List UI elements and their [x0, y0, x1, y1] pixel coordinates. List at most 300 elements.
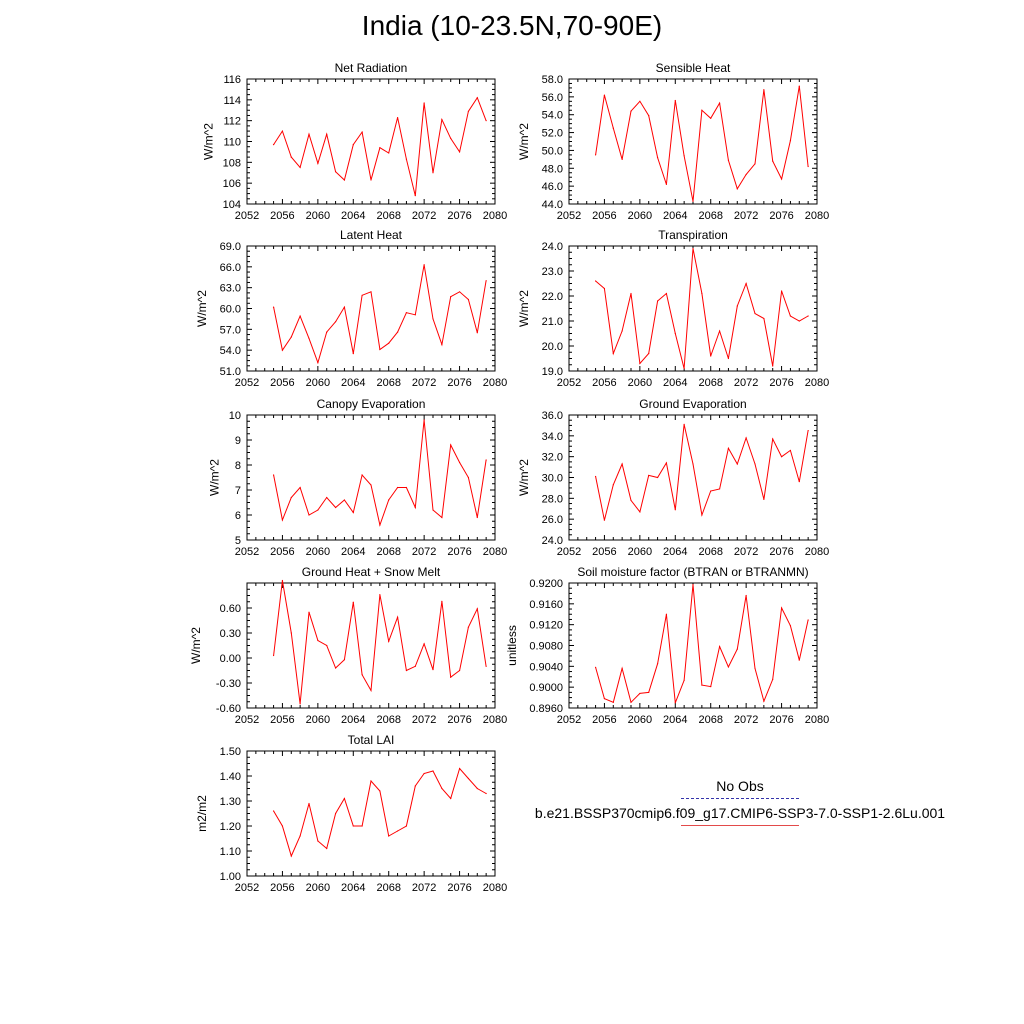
data-point: [684, 424, 685, 425]
data-point: [486, 666, 487, 667]
data-point: [657, 157, 658, 158]
y-tick-label: 24.0: [541, 535, 563, 547]
x-tick-label: 2068: [698, 714, 723, 726]
x-tick-label: 2068: [376, 210, 401, 222]
series-line: [274, 581, 487, 704]
data-point: [397, 117, 398, 118]
x-tick-label: 2064: [663, 377, 688, 389]
data-point: [666, 462, 667, 463]
x-tick-label: 2068: [698, 377, 723, 389]
data-point: [799, 659, 800, 660]
data-point: [799, 86, 800, 87]
y-tick-label: 28.0: [541, 493, 563, 506]
data-point: [379, 594, 380, 595]
series-line: [596, 249, 809, 369]
x-tick-label: 2056: [270, 714, 295, 726]
data-point: [790, 450, 791, 451]
data-point: [648, 353, 649, 354]
data-point: [710, 490, 711, 491]
data-point: [459, 670, 460, 671]
data-point: [308, 514, 309, 515]
data-point: [335, 321, 336, 322]
x-tick-label: 2080: [482, 377, 508, 389]
y-tick-label: 1.10: [219, 846, 241, 858]
x-tick-label: 2060: [305, 714, 331, 726]
x-tick-label: 2080: [482, 882, 508, 894]
x-tick-label: 2072: [411, 714, 437, 726]
y-tick-label: 0.30: [219, 628, 241, 640]
data-point: [379, 790, 380, 791]
y-tick-label: 63.0: [219, 282, 241, 295]
data-point: [604, 94, 605, 95]
x-tick-label: 2064: [341, 882, 366, 894]
y-tick-label: 8: [234, 460, 241, 472]
data-point: [477, 788, 478, 789]
data-point: [450, 677, 451, 678]
y-tick-label: 20.0: [541, 341, 563, 353]
data-point: [326, 134, 327, 135]
data-point: [746, 174, 747, 175]
data-point: [639, 693, 640, 694]
data-point: [388, 641, 389, 642]
data-point: [344, 798, 345, 799]
data-point: [441, 601, 442, 602]
y-tick-label: 32.0: [541, 451, 563, 464]
x-tick-label: 2052: [556, 714, 582, 726]
x-tick-label: 2080: [804, 377, 830, 389]
data-point: [326, 497, 327, 498]
y-tick-label: 116: [223, 74, 241, 86]
data-point: [459, 291, 460, 292]
x-tick-label: 2056: [592, 210, 617, 222]
data-point: [406, 487, 407, 488]
data-point: [282, 825, 283, 826]
data-point: [353, 512, 354, 513]
y-tick-label: 48.0: [541, 163, 563, 176]
data-point: [388, 152, 389, 153]
y-tick-label: 106: [222, 178, 241, 191]
y-tick-label: 1.30: [219, 796, 241, 808]
data-point: [781, 290, 782, 291]
data-point: [486, 793, 487, 794]
data-point: [701, 110, 702, 111]
data-point: [701, 293, 702, 294]
y-tick-label: 54.0: [219, 345, 241, 358]
x-tick-label: 2060: [627, 377, 653, 389]
y-tick-label: 54.0: [541, 109, 563, 122]
data-point: [754, 163, 755, 164]
data-point: [781, 607, 782, 608]
data-point: [300, 167, 301, 168]
data-point: [370, 291, 371, 292]
panel-ground-evaporation: [517, 397, 829, 558]
data-point: [388, 835, 389, 836]
data-point: [432, 770, 433, 771]
legend-swatch-obs: [681, 798, 799, 799]
y-tick-label: 110: [223, 136, 241, 149]
x-tick-label: 2056: [270, 377, 295, 389]
data-point: [308, 338, 309, 339]
data-point: [397, 487, 398, 488]
data-point: [763, 89, 764, 90]
plot-frame: [247, 751, 495, 876]
y-tick-label: 0.60: [219, 603, 241, 615]
y-tick-label: 34.0: [541, 430, 563, 443]
data-point: [379, 349, 380, 350]
data-point: [684, 680, 685, 681]
data-point: [335, 667, 336, 668]
data-point: [675, 702, 676, 703]
data-point: [353, 602, 354, 603]
y-tick-label: 9: [234, 435, 241, 447]
panel-title: Net Radiation: [334, 61, 408, 75]
data-point: [273, 144, 274, 145]
x-tick-label: 2068: [376, 546, 401, 558]
x-tick-label: 2052: [234, 882, 260, 894]
data-point: [710, 118, 711, 119]
data-point: [604, 698, 605, 699]
x-tick-label: 2052: [556, 210, 582, 222]
data-point: [737, 305, 738, 306]
data-point: [441, 119, 442, 120]
y-tick-label: 26.0: [541, 514, 563, 527]
y-tick-label: 1.20: [219, 821, 241, 833]
data-point: [459, 462, 460, 463]
x-tick-label: 2068: [698, 210, 723, 222]
panel-title: Total LAI: [347, 733, 395, 747]
data-point: [273, 474, 274, 475]
data-point: [684, 368, 685, 369]
data-point: [308, 134, 309, 135]
x-tick-label: 2052: [234, 210, 260, 222]
x-tick-label: 2052: [234, 714, 260, 726]
x-tick-label: 2076: [447, 377, 472, 389]
x-tick-label: 2072: [411, 210, 437, 222]
y-tick-label: 108: [222, 157, 241, 170]
data-point: [441, 344, 442, 345]
x-tick-label: 2056: [592, 714, 617, 726]
data-point: [604, 288, 605, 289]
y-tick-label: 66.0: [219, 261, 241, 274]
y-tick-label: 0.00: [219, 653, 241, 665]
x-tick-label: 2072: [733, 546, 759, 558]
data-point: [415, 314, 416, 315]
data-point: [282, 350, 283, 351]
data-point: [353, 353, 354, 354]
data-point: [432, 172, 433, 173]
data-point: [379, 147, 380, 148]
data-point: [772, 365, 773, 366]
panel-canopy-evaporation: [208, 397, 508, 558]
data-point: [808, 430, 809, 431]
data-point: [273, 307, 274, 308]
panel-title: Canopy Evaporation: [316, 397, 426, 411]
legend-item-obs: [520, 778, 960, 799]
data-point: [308, 612, 309, 613]
y-tick-label: 22.0: [541, 291, 563, 303]
data-point: [406, 670, 407, 671]
data-point: [719, 103, 720, 104]
data-point: [737, 188, 738, 189]
legend-label-obs: No Obs: [716, 778, 764, 794]
y-tick-label: -0.30: [215, 678, 241, 690]
y-tick-label: 1.50: [219, 746, 241, 758]
x-tick-label: 2064: [341, 210, 366, 222]
x-tick-label: 2072: [733, 377, 759, 389]
data-point: [781, 178, 782, 179]
data-point: [799, 320, 800, 321]
data-point: [477, 97, 478, 98]
data-point: [424, 773, 425, 774]
y-tick-label: 52.0: [541, 127, 563, 140]
data-point: [790, 315, 791, 316]
x-tick-label: 2064: [663, 210, 688, 222]
panel-soil-moisture-factor-btran-or-btranmn: [505, 565, 829, 726]
data-point: [657, 663, 658, 664]
data-point: [719, 488, 720, 489]
data-point: [424, 102, 425, 103]
data-point: [291, 632, 292, 633]
y-axis-label: W/m^2: [207, 459, 222, 496]
data-point: [799, 481, 800, 482]
series-line: [274, 769, 487, 857]
data-point: [317, 509, 318, 510]
y-axis-label: W/m^2: [517, 459, 532, 496]
data-point: [692, 463, 693, 464]
panel-sensible-heat: [517, 61, 829, 222]
data-point: [675, 333, 676, 334]
data-point: [459, 768, 460, 769]
data-point: [344, 179, 345, 180]
data-point: [317, 640, 318, 641]
data-point: [657, 477, 658, 478]
data-point: [486, 120, 487, 121]
data-point: [710, 355, 711, 356]
data-point: [317, 163, 318, 164]
data-point: [388, 343, 389, 344]
data-point: [639, 363, 640, 364]
legend-label-model: b.e21.BSSP370cmip6.f09_g17.CMIP6-SSP3-7.0-SSP1-2.6Lu.001: [534, 805, 946, 821]
x-tick-label: 2080: [804, 210, 830, 222]
data-point: [397, 617, 398, 618]
data-point: [692, 248, 693, 249]
y-tick-label: 7: [234, 485, 241, 497]
data-point: [477, 517, 478, 518]
series-line: [274, 98, 487, 196]
data-point: [450, 798, 451, 799]
y-tick-label: 1.40: [219, 771, 241, 783]
x-tick-label: 2076: [769, 546, 794, 558]
data-point: [648, 692, 649, 693]
data-point: [657, 300, 658, 301]
y-tick-label: 46.0: [541, 181, 563, 194]
data-point: [379, 524, 380, 525]
data-point: [808, 619, 809, 620]
data-point: [719, 330, 720, 331]
y-tick-label: 1.00: [219, 871, 241, 883]
legend: [520, 778, 960, 826]
x-tick-label: 2072: [411, 882, 437, 894]
data-point: [362, 132, 363, 133]
data-point: [746, 595, 747, 596]
data-point: [300, 316, 301, 317]
y-tick-label: 44.0: [541, 199, 563, 211]
x-tick-label: 2064: [341, 377, 366, 389]
data-point: [353, 144, 354, 145]
x-tick-label: 2080: [482, 546, 508, 558]
data-point: [639, 511, 640, 512]
data-point: [754, 463, 755, 464]
data-point: [754, 313, 755, 314]
x-tick-label: 2060: [627, 210, 653, 222]
panel-latent-heat: [195, 228, 507, 389]
data-point: [450, 296, 451, 297]
data-point: [317, 840, 318, 841]
data-point: [808, 315, 809, 316]
data-point: [630, 111, 631, 112]
data-point: [335, 813, 336, 814]
data-point: [737, 463, 738, 464]
data-point: [370, 484, 371, 485]
data-point: [353, 825, 354, 826]
y-axis-label: unitless: [504, 625, 519, 666]
y-tick-label: 5: [234, 535, 241, 547]
x-tick-label: 2080: [804, 714, 830, 726]
x-tick-label: 2072: [733, 714, 759, 726]
panel-title: Soil moisture factor (BTRAN or BTRANMN): [577, 565, 809, 579]
data-point: [397, 332, 398, 333]
data-point: [675, 100, 676, 101]
data-point: [344, 307, 345, 308]
data-point: [273, 655, 274, 656]
x-tick-label: 2056: [270, 210, 295, 222]
y-tick-label: 0.9200: [529, 578, 563, 590]
data-point: [477, 332, 478, 333]
y-tick-label: 0.9120: [529, 619, 563, 632]
y-tick-label: 23.0: [541, 266, 563, 278]
data-point: [808, 166, 809, 167]
data-point: [388, 499, 389, 500]
panel-transpiration: [517, 228, 829, 389]
x-tick-label: 2076: [447, 546, 472, 558]
y-tick-label: 50.0: [541, 145, 563, 158]
plot-frame: [569, 415, 817, 540]
x-tick-label: 2068: [376, 882, 401, 894]
x-tick-label: 2056: [592, 377, 617, 389]
x-tick-label: 2060: [305, 377, 331, 389]
data-point: [397, 830, 398, 831]
data-point: [370, 690, 371, 691]
data-point: [362, 825, 363, 826]
data-point: [432, 318, 433, 319]
y-tick-label: 60.0: [219, 303, 241, 316]
data-point: [486, 280, 487, 281]
data-point: [630, 500, 631, 501]
data-point: [754, 668, 755, 669]
panel-title: Ground Heat + Snow Melt: [301, 565, 441, 579]
data-point: [781, 456, 782, 457]
x-tick-label: 2064: [341, 714, 366, 726]
data-point: [737, 649, 738, 650]
x-tick-label: 2064: [663, 546, 688, 558]
y-tick-label: 10: [228, 410, 241, 422]
data-point: [728, 160, 729, 161]
data-point: [613, 128, 614, 129]
data-point: [459, 151, 460, 152]
data-point: [424, 264, 425, 265]
data-point: [763, 318, 764, 319]
y-tick-label: 30.0: [541, 472, 563, 485]
y-tick-label: 21.0: [541, 316, 563, 328]
data-point: [468, 778, 469, 779]
data-point: [630, 293, 631, 294]
data-point: [772, 161, 773, 162]
data-point: [790, 140, 791, 141]
data-point: [415, 666, 416, 667]
data-point: [701, 514, 702, 515]
data-point: [335, 507, 336, 508]
data-point: [604, 520, 605, 521]
data-point: [415, 507, 416, 508]
data-point: [639, 101, 640, 102]
data-point: [344, 499, 345, 500]
data-point: [468, 111, 469, 112]
data-point: [710, 686, 711, 687]
y-tick-label: 0.9160: [529, 598, 563, 611]
data-point: [300, 703, 301, 704]
data-point: [291, 855, 292, 856]
series-line: [274, 420, 487, 525]
data-point: [326, 645, 327, 646]
panel-ground-heat-snow-melt: [189, 565, 507, 726]
x-tick-label: 2052: [556, 377, 582, 389]
data-point: [692, 584, 693, 585]
x-tick-label: 2080: [804, 546, 830, 558]
data-point: [772, 438, 773, 439]
data-point: [317, 362, 318, 363]
data-point: [622, 330, 623, 331]
data-point: [291, 497, 292, 498]
x-tick-label: 2080: [482, 714, 508, 726]
data-point: [666, 614, 667, 615]
data-point: [282, 580, 283, 581]
y-tick-label: 51.0: [219, 366, 241, 378]
x-tick-label: 2060: [305, 210, 331, 222]
x-tick-label: 2068: [376, 377, 401, 389]
x-tick-label: 2060: [305, 546, 331, 558]
data-point: [441, 788, 442, 789]
y-axis-label: W/m^2: [195, 290, 210, 327]
data-point: [362, 674, 363, 675]
x-tick-label: 2076: [769, 714, 794, 726]
data-point: [622, 463, 623, 464]
x-tick-label: 2076: [447, 210, 472, 222]
data-point: [406, 159, 407, 160]
data-point: [772, 679, 773, 680]
data-point: [344, 659, 345, 660]
x-tick-label: 2072: [411, 546, 437, 558]
y-tick-label: -0.60: [215, 703, 241, 715]
y-tick-label: 112: [223, 115, 241, 128]
y-tick-label: 6: [234, 510, 241, 522]
data-point: [300, 835, 301, 836]
y-tick-label: 0.9000: [529, 682, 563, 695]
data-point: [728, 448, 729, 449]
data-point: [684, 155, 685, 156]
y-tick-label: 114: [223, 94, 241, 107]
y-tick-label: 0.9040: [529, 661, 563, 674]
y-tick-label: 104: [222, 199, 241, 211]
